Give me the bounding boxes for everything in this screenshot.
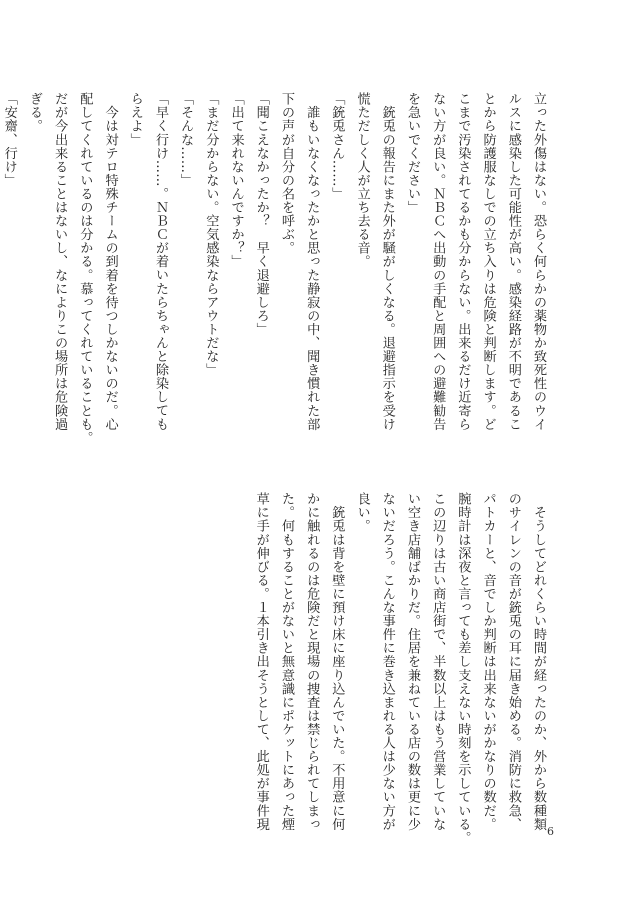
text-line: らえよ」 — [127, 92, 143, 147]
text-line: 誰もいなくなったかと思った静寂の中、聞き慣れた部 — [304, 92, 320, 431]
text-line: だが今出来ることはないし、なによりこの場所は危険過 — [52, 92, 68, 431]
text-line: 今は対テロ特殊チームの到着を待つしかないのだ。心 — [102, 92, 118, 431]
text-line: こまで汚染されてるかも分からない。出来るだけ近寄ら — [455, 92, 471, 431]
text-line: とから防護服なしでの立ち入りは危険と判断します。ど — [480, 92, 496, 431]
text-line: 良い。 — [354, 492, 370, 533]
text-line: 腕時計は深夜と言っても差し支えない時刻を示している。 — [455, 492, 471, 845]
text-line: 「出て来れないんですか？」 — [228, 92, 244, 269]
text-line: 「安齋、行け」 — [1, 92, 17, 187]
text-line: を急いでください」 — [404, 92, 420, 214]
text-line: 「聞こえなかったか？ 早く退避しろ」 — [253, 92, 269, 336]
text-line: 下の声が自分の名を呼ぶ。 — [278, 92, 294, 255]
text-line: そうしてどれくらい時間が経ったのか、外から数種類 — [531, 492, 546, 831]
text-line: 「早く行け……。ＮＢＣが着いたらちゃんと除染しても — [152, 92, 168, 431]
text-line: 「銃兎さん……」 — [329, 92, 345, 201]
text-line: 「そんな……」 — [178, 92, 194, 187]
text-line: 立った外傷はない。恐らく何らかの薬物か致死性のウイ — [531, 92, 546, 431]
text-line: ルスに感染した可能性が高い。感染経路が不明であるこ — [505, 92, 521, 431]
text-line: 草に手が伸びる。１本引き出そうとして、此処が事件現 — [253, 492, 269, 831]
text-line: 慌ただしく人が立ち去る音。 — [354, 92, 370, 269]
lower-text-column-block — [249, 492, 551, 852]
text-line: パトカーと、音でしか判断は出来ないがかなりの数だ。 — [480, 492, 496, 831]
text-line: た。何もすることがないと無意識にポケットにあった煙 — [278, 492, 294, 831]
text-line: かに触れるのは危険だと現場の捜査は禁じられてしまっ — [304, 492, 320, 831]
upper-text-column-block — [0, 92, 551, 472]
text-line: ないだろう。こんな事件に巻き込まれる人は少ない方が — [379, 492, 395, 831]
text-line: 「まだ分からない。空気感染ならアウトだな」 — [203, 92, 219, 377]
text-line: い空き店舗ばかりだ。住居を兼ねている店の数は更に少 — [404, 492, 420, 831]
text-line: 銃兎は背を壁に預け床に座り込んでいた。不用意に何 — [329, 492, 345, 831]
text-line: ない方が良い。ＮＢＣへ出動の手配と周囲への避難勧告 — [430, 92, 446, 431]
text-line: 銃兎の報告にまた外が騒がしくなる。退避指示を受け — [379, 92, 395, 431]
text-line: 配してくれているのは分かる。慕ってくれていることも。 — [77, 92, 93, 445]
text-line: ぎる。 — [26, 92, 42, 133]
text-line: この辺りは古い商店街で、半数以上はもう営業していな — [430, 492, 446, 831]
page-number: 6 — [547, 825, 554, 838]
text-line: のサイレンの音が銃兎の耳に届き始める。消防に救急、 — [505, 492, 521, 831]
